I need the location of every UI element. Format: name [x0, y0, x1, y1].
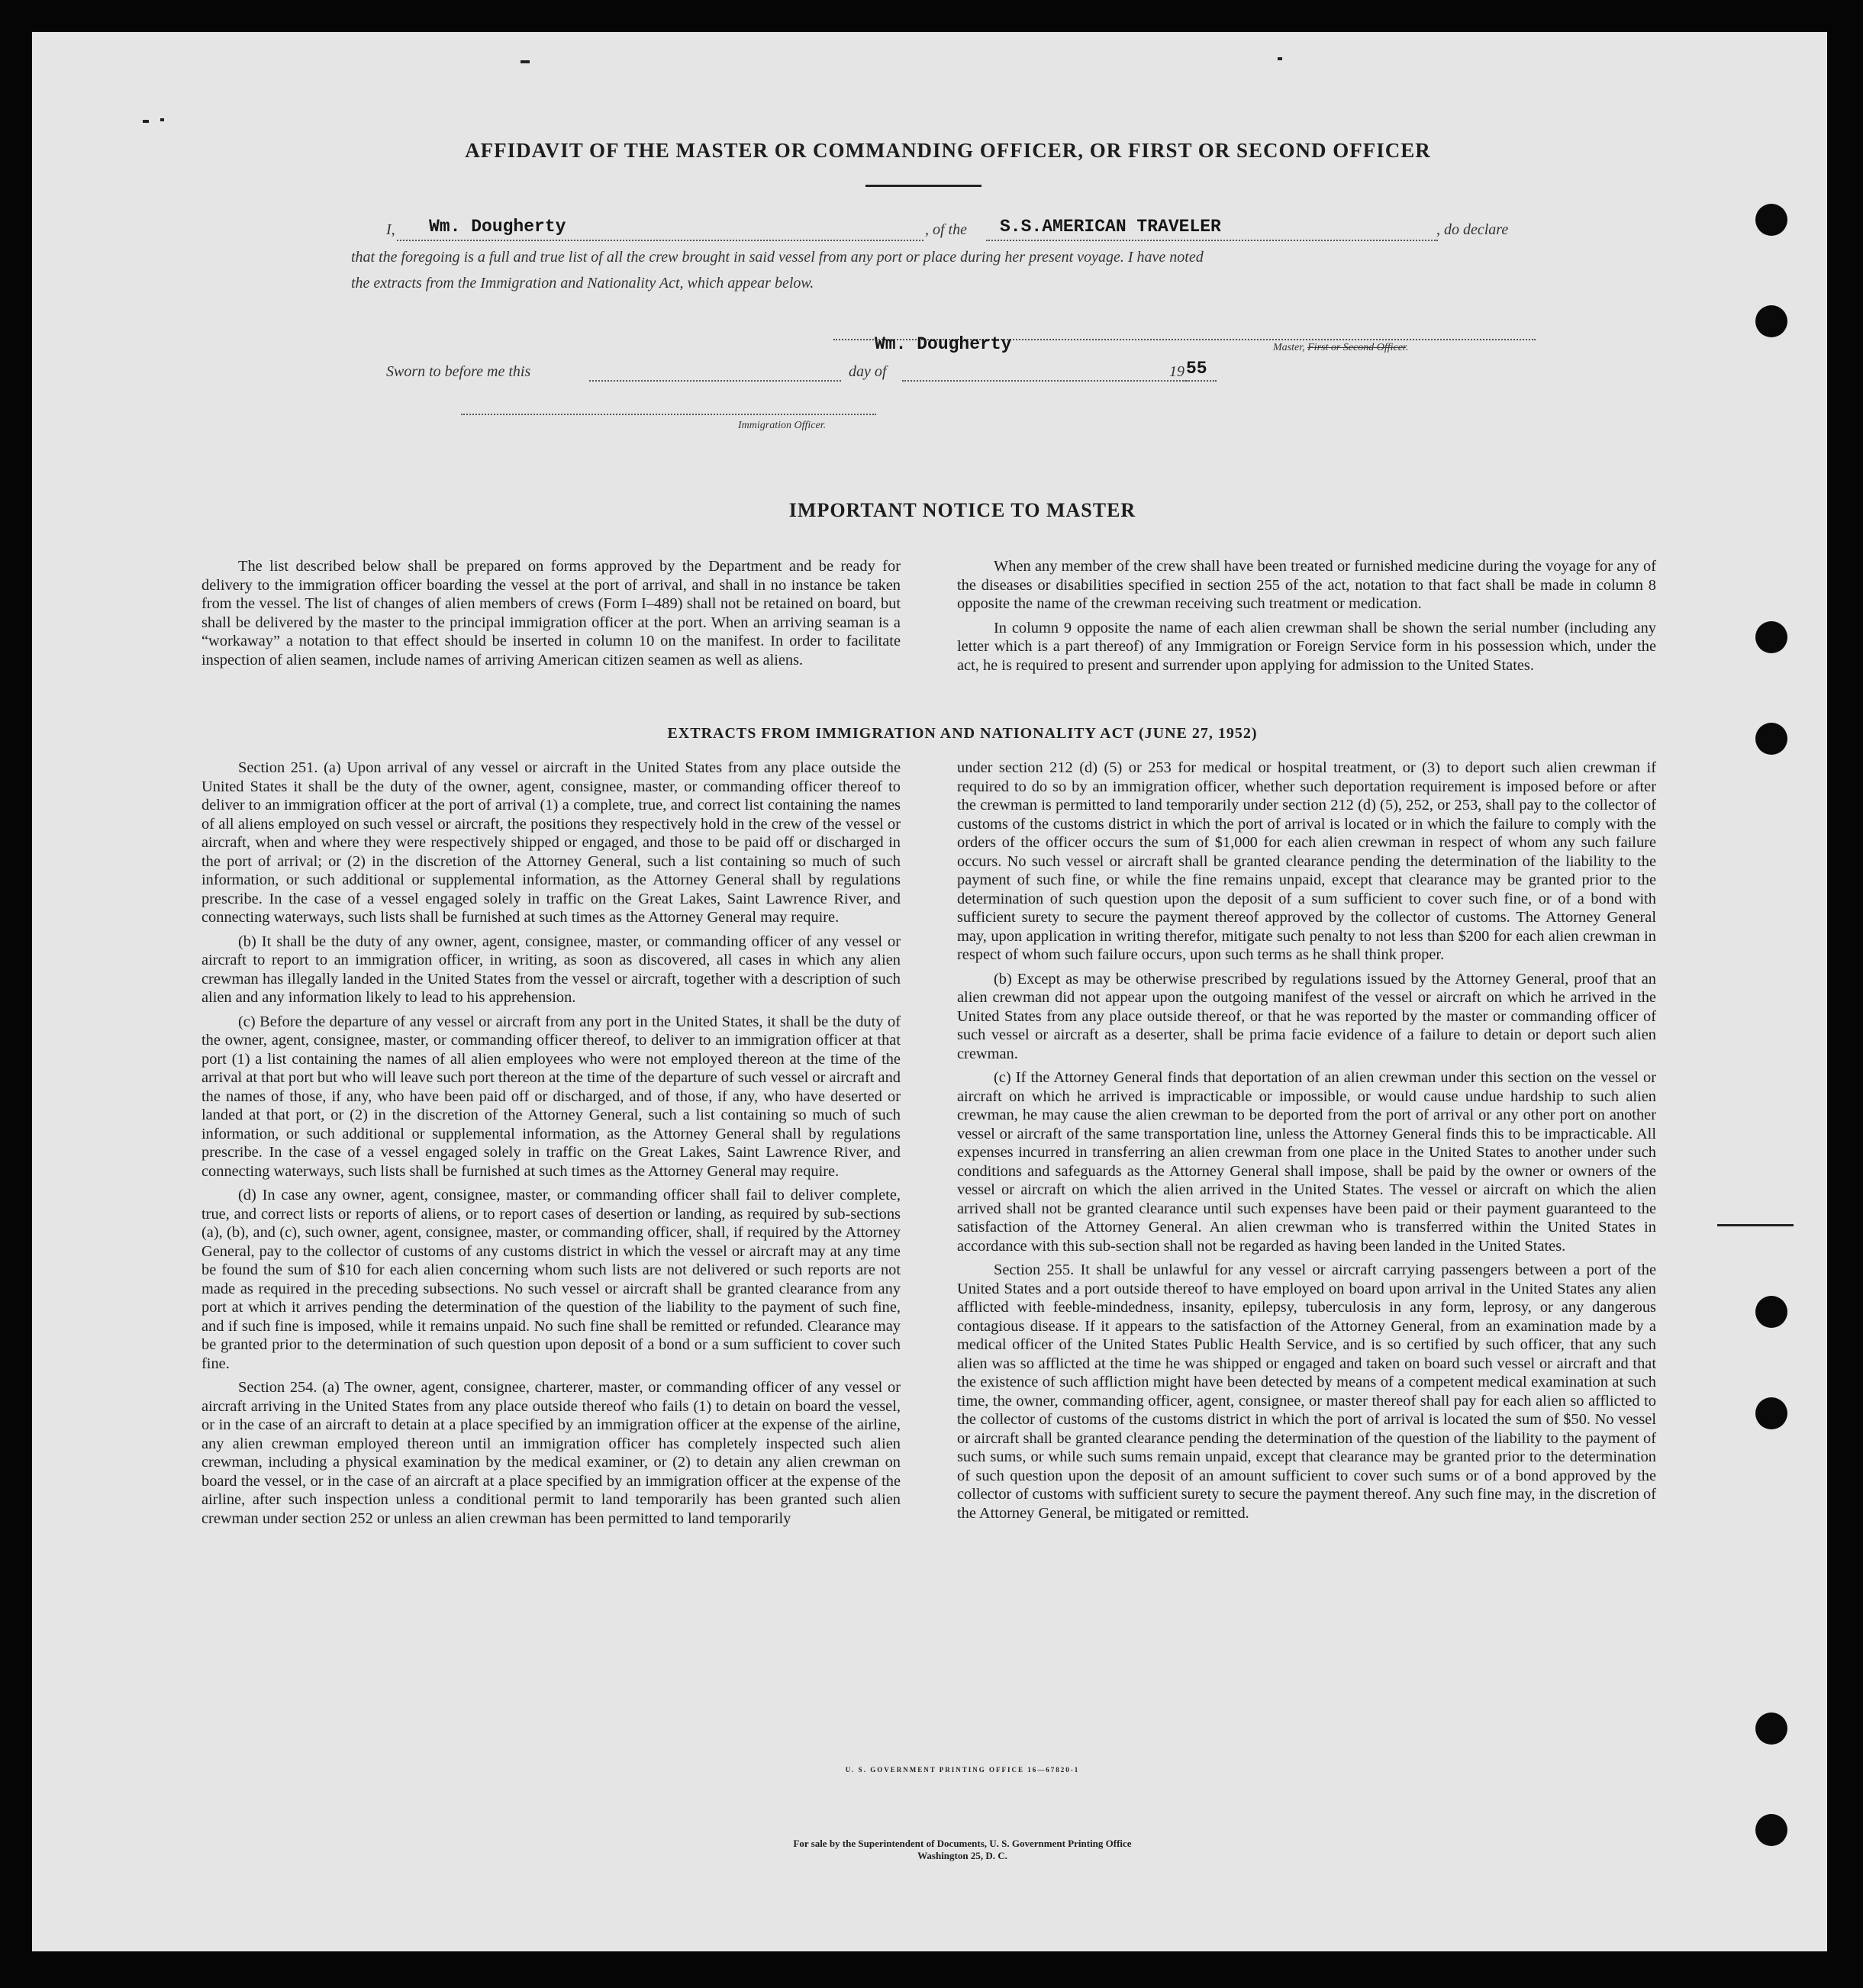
scan-speck [143, 120, 149, 123]
sale-line-2: Washington 25, D. C. [917, 1850, 1007, 1861]
punch-hole [1755, 204, 1787, 236]
section-254-b: (b) Except as may be otherwise prescribed by regulations issued by the Attorney General, proof that an alien crewman did not appear upon the outgoing manifest of the vessel or aircraft on which he arrived in the United States from any place outside thereof, or that he was reported by the master or commanding officer of such vessel or aircraft as a deserter, shall be prima facie evidence of a failure to detain or deport such alien crewman. [957, 970, 1656, 1062]
signature-field: Wm. Dougherty [875, 334, 1012, 354]
sale-line-1: For sale by the Superintendent of Documents, U. S. Government Printing Office [793, 1838, 1132, 1849]
immigration-officer-label: Immigration Officer. [738, 420, 827, 431]
scan-speck [521, 60, 530, 63]
punch-hole [1755, 1296, 1787, 1328]
notice-right-paragraph-1: When any member of the crew shall have been treated or furnished medicine during the voyage for any of the diseases or disabilities specified in section 255 of the act, notation to that fact shall be made in column 8 opposite the name of the crewman receiving such treatment or medication. [957, 558, 1656, 612]
immigration-officer-line [461, 414, 876, 415]
section-251-b: (b) It shall be the duty of any owner, agent, consignee, master, or commanding officer of any vessel or aircraft to report to an immigration officer, in writing, as soon as discovered, all cases in which any alien crewman has illegally landed in the United States from the vessel or aircraft, together with a description of such alien and any information likely to lead to his apprehension. [201, 933, 901, 1006]
section-251-c: (c) Before the departure of any vessel or aircraft from any port in the United States, it shall be the duty of the owner, agent, consignee, master, or commanding officer thereof, to deliver to an immigration officer at that port (1) a list containing the names of all alien employees who were not employed thereon at the time of the arrival at that port but who will leave such port thereon at the time of the departure of such vessel or aircraft and the names of those, if any, who have been paid off or discharged, and of those, if any, who have deserted or landed at that port, or (2) in the discretion of the Attorney General, such a list containing so much of such information, or such additional or supplemental information, as the Attorney General shall by regulations prescribe. In the case of a vessel engaged solely in traffic on the Great Lakes, Saint Lawrence River, and connecting waterways, such lists shall be furnished at such times as the Attorney General may require. [201, 1013, 901, 1180]
extracts-title: EXTRACTS FROM IMMIGRATION AND NATIONALITY ACT (JUNE 27, 1952) [667, 725, 1258, 742]
master-name-line [397, 240, 923, 241]
punch-hole [1755, 1397, 1787, 1429]
section-254-c: (c) If the Attorney General finds that deportation of an alien crewman under this section on the vessel or aircraft on which he arrived is impracticable or impossible, or would cause undue hardship to such alien crewman, he may cause the alien crewman to be deported from the port of arrival or any other port on another vessel or aircraft of the same transportation line, unless the Attorney General finds this to be impracticable. All expenses incurred in transferring an alien crewman from one place in the United States to another under such conditions and safeguards as the Attorney General shall impose, shall be paid by the owner or owners of the vessel or aircraft on which the alien arrived in the United States. The vessel or aircraft on which the alien arrived shall not be granted clearance until such expenses have been paid or their payment guaranteed to the satisfaction of the Attorney General. An alien crewman who is transferred within the United States in accordance with this sub-section shall not be regarded as having been landed in the United States. [957, 1069, 1656, 1255]
punch-hole [1755, 1713, 1787, 1745]
title-rule [865, 185, 981, 187]
scan-speck [1278, 57, 1282, 60]
notice-right-paragraph-2: In column 9 opposite the name of each alien crewman shall be shown the serial number (including any letter which is a part thereof) of any Immigration or Foreign Service form in his possession which, under the act, he is required to present and surrender upon applying for admission to the United States. [957, 619, 1656, 674]
scan-speck [160, 118, 164, 121]
section-254-a-cont: under section 212 (d) (5) or 253 for medical or hospital treatment, or (3) to deport such alien crewman if required to do so by an immigration officer, whether such deportation requirement is imposed before or after the crewman is permitted to land temporarily under section 212 (d) (5), 252, or 253, shall pay to the collector of customs of the customs district in which the port of arrival is located or in which the failure to comply with the orders of the officer occurs the sum of $1,000 for each alien crewman in respect of whom any such failure occurs. No such vessel or aircraft shall be granted clearance pending the determination of the liability to the payment of such fine, or while the fine remains unpaid, except that clearance may be granted prior to the determination of such question upon the deposit of a sum sufficient to cover such fine, or of a bond with sufficient surety to secure the payment thereof approved by the collector of customs. The Attorney General may, upon application in writing therefor, mitigate such penalty to not less than $200 for each alien crewman in respect of whom such failure occurs, upon such terms as he shall think proper. [957, 759, 1656, 963]
vessel-name-line [986, 240, 1438, 241]
printing-office-imprint: U. S. GOVERNMENT PRINTING OFFICE 16—67820-1 [845, 1766, 1080, 1774]
sworn-label: Sworn to before me this [386, 363, 531, 380]
punch-hole [1755, 305, 1787, 337]
affidavit-line2: that the foregoing is a full and true list of all the crew brought in said vessel from any port or place during her present voyage. I have noted [351, 249, 1204, 266]
affidavit-line1-suffix: , do declare [1436, 221, 1509, 238]
extracts-right-column [957, 759, 1656, 1528]
notice-left-paragraph: The list described below shall be prepared on forms approved by the Department and be ready for delivery to the immigration officer boarding the vessel at the port of arrival, and shall in no instance be taken from the vessel. The list of changes of alien members of crews (Form I–489) shall not be retained on board, but shall be delivered by the master to the principal immigration officer at the port. When an arriving seaman is a “workaway” a notation to that effect should be inserted in column 10 on the manifest. In order to facilitate inspection of alien seamen, include names of arriving American citizen seamen as well as aliens. [201, 558, 901, 669]
affidavit-line1-mid: , of the [925, 221, 967, 238]
day-label: day of [849, 363, 887, 380]
section-251-a: Section 251. (a) Upon arrival of any vessel or aircraft in the United States from any place outside the United States it shall be the duty of the owner, agent, consignee, master, or commanding officer thereof to deliver to an immigration officer at the port of arrival (1) a complete, true, and correct list containing the names of all aliens employed on such vessel or aircraft, the positions they respectively hold in the crew of the vessel or aircraft, when and where they were respectively shipped or engaged, and those to be paid off or discharged in the port of arrival; or (2) in the discretion of the Attorney General, such a list containing so much of such information, or such additional or supplemental information, as the Attorney General shall by regulations prescribe. In the case of a vessel engaged solely in traffic on the Great Lakes, Saint Lawrence River, and connecting waterways, such lists shall be furnished at such times as the Attorney General may require. [201, 759, 901, 926]
role-struck: First or Second Officer [1307, 342, 1406, 353]
master-name-field: Wm. Dougherty [429, 217, 566, 237]
vessel-name-field: S.S.AMERICAN TRAVELER [1000, 217, 1221, 237]
section-251-d: (d) In case any owner, agent, consignee, master, or commanding officer shall fail to deliver complete, true, and correct lists or reports of aliens, or to report cases of desertion or landing, as required by sub-sections (a), (b), and (c), such owner, agent, consignee, master, or commanding officer, shall, if required by the Attorney General, pay to the collector of customs of any customs district in which the vessel or aircraft may at any time be found the sum of $10 for each alien concerning whom such lists are not delivered or such reports are not made as required in the preceding subsections. No such vessel or aircraft shall be granted clearance from any port at which it arrives pending the determination of the question of the liability to the payment of such fine, and if such fine is imposed, while it remains unpaid. No such fine shall be remitted or refunded. Clearance may be granted prior to the determination of such question upon deposit of a bond or a sum sufficient to cover such fine. [201, 1187, 901, 1372]
year-prefix: 19 [1169, 363, 1185, 380]
punch-hole [1755, 621, 1787, 653]
section-255: Section 255. It shall be unlawful for any vessel or aircraft carrying passengers between a port of the United States and a port outside thereof to have employed on board upon arrival in the United States any alien afflicted with feeble-mindedness, insanity, epilepsy, tuberculosis in any form, leprosy, or any dangerous contagious disease. If it appears to the satisfaction of the Attorney General, from an examination made by a medical officer of the United States Public Health Service, and is so certified by such officer, that any such alien was so afflicted at the time he was shipped or engaged and taken on board such vessel or aircraft and that the existence of such affliction might have been detected by means of a competent medical examination at such time, the owner, commanding officer, agent, consignee, or master thereof shall pay for each alien so afflicted to the collector of customs of the customs district in which the port of arrival is located the sum of $50. No vessel or aircraft shall be granted clearance pending the determination of the question of the liability to the payment of such sums, or while such sums remain unpaid, except that clearance may be granted prior to the determination of such question upon the deposit of an amount sufficient to cover such sums or of a bond approved by the collector of customs with sufficient surety to secure the payment thereof. Any such fine may, in the discretion of the Attorney General, be mitigated or remitted. [957, 1261, 1656, 1522]
sworn-day-line [589, 380, 841, 382]
year-line [1186, 380, 1217, 382]
affidavit-line3: the extracts from the Immigration and Nationality Act, which appear below. [351, 275, 814, 292]
notice-title: IMPORTANT NOTICE TO MASTER [788, 499, 1136, 521]
year-field: 55 [1186, 359, 1207, 379]
sworn-month-line [902, 380, 1186, 382]
affidavit-title: AFFIDAVIT OF THE MASTER OR COMMANDING OFFICER, OR FIRST OR SECOND OFFICER [465, 139, 1431, 162]
notice-right-column [957, 557, 1656, 680]
sale-notice [32, 1838, 1827, 1862]
affidavit-line1-prefix: I, [386, 221, 395, 238]
role-label [1273, 342, 1408, 354]
extracts-left-column [201, 759, 901, 1533]
section-254-a: Section 254. (a) The owner, agent, consignee, charterer, master, or commanding officer of any vessel or aircraft arriving in the United States from any place outside thereof who fails (1) to detain on board the vessel, or in the case of an aircraft to detain at a place specified by an immigration officer at the expense of the airline, any alien crewman employed thereon until an immigration officer has completely inspected such alien crewman, including a physical examination by the medical examiner, or (2) to detain any alien crewman on board the vessel, or in the case of an aircraft at a place specified by an immigration officer at the expense of the airline, after such inspection unless a conditional permit to land temporarily has been granted such alien crewman under section 252 or unless an alien crewman has been permitted to land temporarily [201, 1379, 901, 1527]
role-end: . [1405, 342, 1409, 353]
document-page [32, 32, 1827, 1951]
role-master: Master, [1273, 342, 1305, 353]
scan-speck [1717, 1224, 1794, 1226]
notice-left-column [201, 557, 901, 675]
